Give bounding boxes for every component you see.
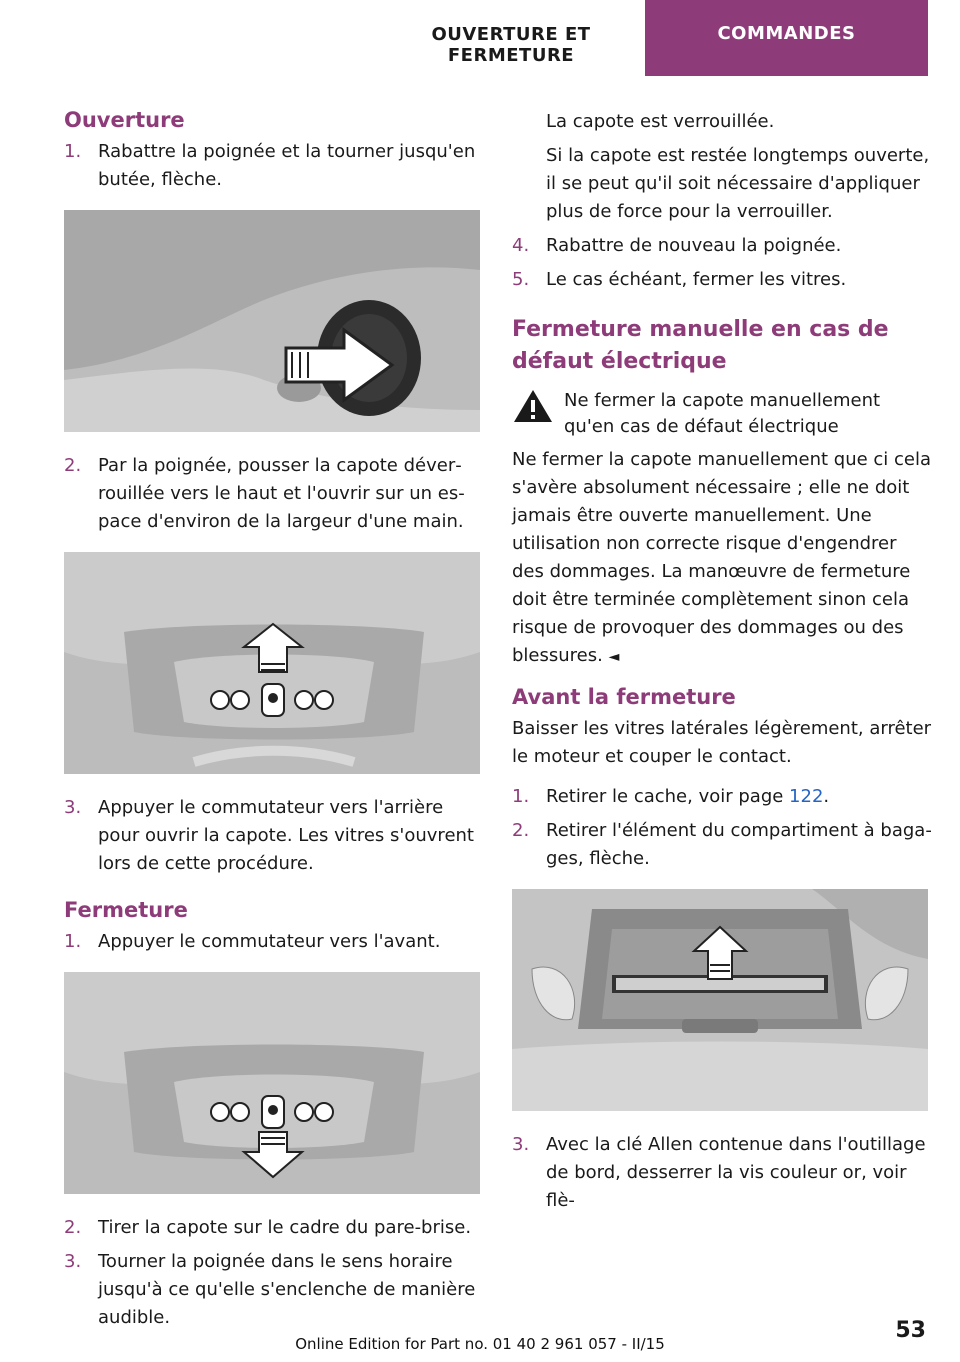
footer-edition: Online Edition for Part no. 01 40 2 961 057 - II/15 (295, 1335, 665, 1353)
illustration-switch-forward (64, 972, 480, 1194)
illustration-switch-back (64, 552, 480, 774)
list-item (512, 232, 932, 260)
section-label: OUVERTURE ET FERMETURE (431, 24, 591, 66)
step-text: Appuyer le commutateur vers l'arrière pour ouvrir la capote. Les vitres s'ouvrent lors de cette procédure. (98, 797, 474, 874)
step-number: 4. (512, 235, 530, 256)
step-text: Le cas échéant, fermer les vitres. (546, 269, 847, 290)
list-item (512, 1131, 932, 1215)
list-item (512, 266, 932, 294)
step-number: 5. (512, 269, 530, 290)
step-text: Retirer l'élément du compartiment à bagages, flèche. (546, 820, 932, 869)
list-item (512, 783, 932, 811)
list-item (512, 817, 932, 873)
warning-title: Ne fermer la capote manuellement qu'en cas de défaut électrique (564, 390, 881, 437)
step-number: 3. (64, 1251, 82, 1272)
step-text-b: . (823, 786, 830, 807)
warning-body (512, 446, 932, 671)
left-column (64, 108, 484, 1338)
force-text: Si la capote est restée longtemps ouverte, il se peut qu'il soit nécessaire d'appliquer plus de force pour la verrouiller. (546, 145, 930, 222)
right-column (512, 108, 932, 1221)
step-number: 3. (64, 797, 82, 818)
before-closing-heading: Avant la fermeture (512, 685, 736, 709)
step-number: 1. (512, 786, 530, 807)
list-item (64, 452, 484, 536)
page-link[interactable]: 122 (789, 786, 824, 807)
list-item (64, 928, 484, 956)
step-number: 1. (64, 141, 82, 162)
step-number: 2. (64, 1217, 82, 1238)
step-text: Avec la clé Allen contenue dans l'outillage de bord, desserrer la vis couleur or, voir flè- (546, 1134, 926, 1211)
step-text: Tourner la poignée dans le sens horaire jusqu'à ce qu'elle s'enclenche de manière audible. (98, 1251, 476, 1328)
step-number: 3. (512, 1134, 530, 1155)
step-text-a: Retirer le cache, voir page (546, 786, 790, 807)
list-item (64, 138, 484, 194)
manual-closing-heading: Fermeture manuelle en cas de défaut électrique (512, 317, 889, 374)
warning-icon (512, 388, 554, 424)
locked-text: La capote est verrouillée. (546, 111, 775, 132)
step-text: Tirer la capote sur le cadre du pare-brise. (98, 1217, 472, 1238)
step-text: Rabattre la poignée et la tourner jusqu'en butée, flèche. (98, 141, 476, 190)
list-item (64, 794, 484, 878)
closing-heading: Fermeture (64, 898, 188, 922)
step-number: 1. (64, 931, 82, 952)
warning-body-text: Ne fermer la capote manuellement que ci cela s'avère absolument nécessaire ; elle ne doit jamais être ouverte manuellement. Une utilisation non correcte risque d'engendrer des dommages. La manœuvre de fermeture doit être terminée complètement sinon cela risque de provoquer des dommages ou des blessures. (512, 449, 932, 666)
step-text: Rabattre de nouveau la poignée. (546, 235, 842, 256)
list-item (64, 1214, 484, 1242)
step-number: 2. (512, 820, 530, 841)
step-text (546, 783, 932, 811)
step-text: Appuyer le commutateur vers l'avant. (98, 931, 441, 952)
list-item (64, 1248, 484, 1332)
illustration-handle-rotate (64, 210, 480, 432)
opening-heading: Ouverture (64, 108, 185, 132)
step-number: 2. (64, 455, 82, 476)
chapter-tab[interactable] (645, 0, 928, 76)
chapter-tab-label: COMMANDES (717, 23, 856, 44)
end-mark: ◄ (608, 649, 620, 665)
illustration-trunk (512, 889, 928, 1111)
warning-block (512, 388, 932, 440)
step-text: Par la poignée, pousser la capote déverrouillée vers le haut et l'ouvrir sur un espace d'environ de la largeur d'une main. (98, 455, 465, 532)
page-header (0, 0, 960, 78)
before-closing-text: Baisser les vitres latérales légèrement, arrêter le moteur et couper le contact. (512, 718, 932, 767)
page-number: 53 (895, 1318, 926, 1343)
